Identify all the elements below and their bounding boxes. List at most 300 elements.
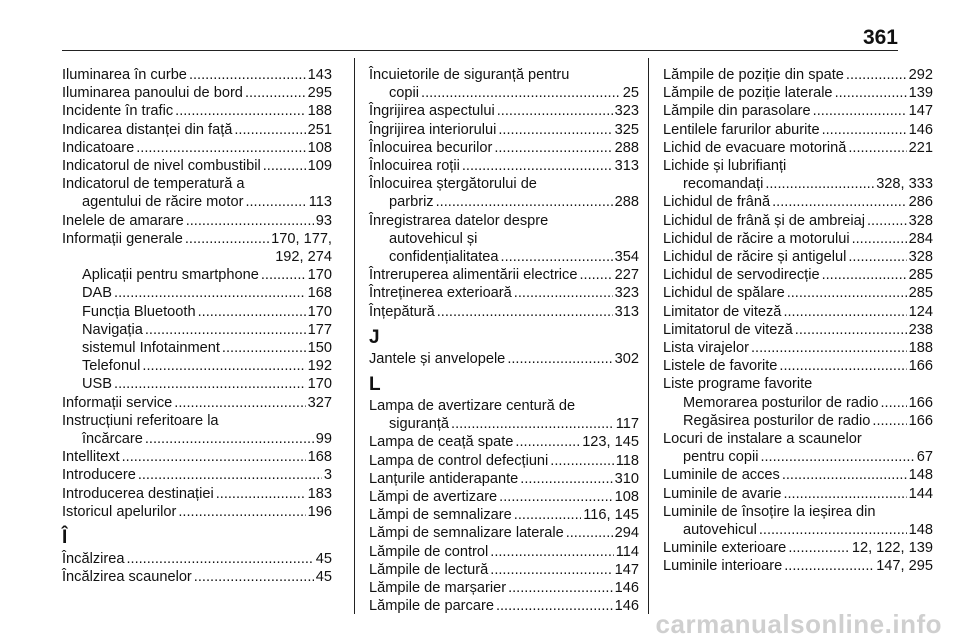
index-entry-page: 108: [614, 489, 639, 506]
index-entry-page: 93: [315, 212, 332, 229]
index-entry-page: 170: [307, 267, 332, 284]
index-entry-heading: Încuietorile de siguranță pentru: [369, 67, 570, 83]
index-entry-page: 45: [315, 551, 332, 568]
dot-leader: [263, 157, 306, 175]
index-entry: [369, 506, 639, 524]
index-entry-page: 148: [908, 467, 933, 484]
index-entry-term: parbriz: [389, 194, 434, 211]
dot-leader: [122, 448, 306, 466]
index-entry-term: Lămpile de parcare: [369, 598, 494, 615]
index-entry-term: Lampa de ceață spate: [369, 434, 514, 451]
index-entry-term: Înțepătură: [369, 303, 435, 320]
index-entry: [62, 266, 332, 284]
index-entry: [62, 230, 332, 248]
dot-leader: [515, 433, 580, 451]
index-entry-page: 166: [908, 358, 933, 375]
index-entry-term: Îngrijirea interiorului: [369, 121, 497, 138]
index-entry: [369, 193, 639, 211]
index-entry: [369, 488, 639, 506]
index-entry: [663, 321, 933, 339]
index-entry-term: Lista virajelor: [663, 340, 749, 357]
dot-leader: [496, 597, 613, 615]
index-entry: [62, 102, 332, 120]
index-entry: [663, 175, 933, 193]
index-entry: [369, 303, 639, 321]
dot-leader: [795, 321, 907, 339]
index-entry: [369, 579, 639, 597]
index-entry: [663, 212, 933, 230]
index-entry: [369, 561, 639, 579]
index-entry-heading: Liste programe favorite: [663, 376, 813, 393]
index-entry-term: DAB: [82, 285, 113, 302]
index-entry-term: Luminile de acces: [663, 467, 780, 484]
dot-leader: [175, 102, 306, 120]
index-entry: [663, 412, 933, 430]
dot-leader: [822, 266, 907, 284]
dot-leader: [126, 550, 313, 568]
index-entry: [663, 357, 933, 375]
index-entry-term: Lentilele farurilor aburite: [663, 121, 820, 138]
index-entry-term: Regăsirea posturilor de radio: [683, 412, 871, 429]
index-entry: [369, 543, 639, 561]
index-entry-term: Înlocuirea roții: [369, 158, 460, 175]
index-entry: [62, 66, 332, 84]
index-entry-page: 117: [615, 416, 639, 433]
index-entry-page: 170, 177,: [271, 230, 332, 247]
index-entry-term: agentului de răcire motor: [82, 194, 244, 211]
index-entry: [663, 539, 933, 557]
dot-leader: [788, 539, 850, 557]
index-entry-heading: Instrucțiuni referitoare la: [62, 412, 219, 429]
index-entry: [369, 415, 639, 433]
dot-leader: [194, 568, 314, 586]
index-entry-term: Lichidul de frână: [663, 194, 771, 211]
index-entry-term: confidențialitatea: [389, 249, 499, 266]
index-entry-page: 146: [614, 580, 639, 597]
index-entry-page: 144: [908, 485, 933, 502]
dot-leader: [138, 466, 322, 484]
index-entry-term: Iluminarea panoului de bord: [62, 85, 243, 102]
index-entry-term: siguranță: [389, 416, 450, 433]
index-entry-term: copii: [389, 85, 420, 102]
dot-leader: [114, 375, 306, 393]
index-entry-page: 288: [614, 194, 639, 211]
index-entry-heading: Lichide și lubrifianți: [663, 158, 787, 175]
index-entry-page: 354: [614, 249, 639, 266]
index-entry-term: Încălzirea scaunelor: [62, 569, 192, 586]
index-entry-heading: Locuri de instalare a scaunelor: [663, 431, 862, 448]
index-entry-term: Introducerea destinației: [62, 485, 214, 502]
index-entry-text: autovehicul și: [389, 230, 478, 247]
index-entry-heading: Lampa de avertizare centură de: [369, 398, 576, 415]
index-entry: [369, 433, 639, 451]
index-entry-page: 285: [908, 285, 933, 302]
index-entry: [62, 339, 332, 357]
index-entry: [369, 121, 639, 139]
index-entry-term: autovehicul: [683, 522, 757, 539]
index-entry-page: 284: [908, 230, 933, 247]
index-entry-page: 285: [908, 267, 933, 284]
dot-leader: [178, 503, 305, 521]
index-entry: [62, 121, 332, 139]
index-entry-page: 221: [908, 139, 933, 156]
index-entry-term: Întreruperea alimentării electrice: [369, 267, 578, 284]
index-entry-term: Jantele și anvelopele: [369, 350, 506, 367]
index-entry-page: 286: [908, 194, 933, 211]
index-entry-heading: Înregistrarea datelor despre: [369, 212, 549, 229]
index-entry: [663, 266, 933, 284]
index-entry-page: 328: [908, 212, 933, 229]
dot-leader: [494, 139, 612, 157]
index-entry-term: Lichidul de răcire și antigelul: [663, 249, 847, 266]
index-entry-page: 146: [908, 121, 933, 138]
index-letter-heading: L: [369, 374, 381, 396]
dot-leader: [145, 321, 306, 339]
index-page-continuation: 192, 274: [275, 249, 332, 266]
index-entry-page: 114: [615, 543, 639, 560]
index-entry: [62, 212, 332, 230]
index-entry: [663, 121, 933, 139]
index-entry-term: Inelele de amarare: [62, 212, 184, 229]
index-entry: [369, 597, 639, 615]
index-entry: [663, 339, 933, 357]
dot-leader: [784, 557, 874, 575]
index-entry-term: Lămpile din parasolare: [663, 103, 811, 120]
index-entry: [663, 139, 933, 157]
dot-leader: [198, 303, 306, 321]
index-entry-term: Înlocuirea becurilor: [369, 139, 493, 156]
index-entry: [663, 66, 933, 84]
index-entry-page: 99: [315, 431, 332, 448]
dot-leader: [490, 561, 612, 579]
index-entry-term: Lampa de control defecțiuni: [369, 452, 549, 469]
index-entry-page: 327: [307, 394, 332, 411]
index-entry-term: Introducere: [62, 467, 136, 484]
index-entry-term: Indicarea distanței din față: [62, 121, 233, 138]
index-entry-page: 196: [307, 503, 332, 520]
dot-leader: [421, 84, 621, 102]
index-entry: [369, 350, 639, 368]
index-entry: [369, 84, 639, 102]
index-entry: [369, 524, 639, 542]
dot-leader: [514, 284, 613, 302]
index-entry: [62, 394, 332, 412]
index-entry-term: Incidente în trafic: [62, 103, 174, 120]
index-entry-page: 109: [307, 158, 332, 175]
index-entry-term: Intellitext: [62, 449, 120, 466]
dot-leader: [437, 303, 613, 321]
index-entry-page: 12, 122, 139: [851, 540, 933, 557]
column-divider-2: [648, 58, 649, 614]
index-entry-page: 325: [614, 121, 639, 138]
dot-leader: [245, 84, 306, 102]
index-entry-page: 147: [908, 103, 933, 120]
dot-leader: [880, 394, 906, 412]
dot-leader: [451, 415, 614, 433]
index-entry-heading: Înlocuirea ștergătorului de: [369, 176, 537, 193]
dot-leader: [136, 139, 305, 157]
index-entry: [62, 84, 332, 102]
dot-leader: [760, 448, 914, 466]
top-rule: [62, 50, 898, 51]
dot-leader: [813, 102, 907, 120]
dot-leader: [174, 394, 305, 412]
index-entry-term: Luminile de avarie: [663, 485, 782, 502]
index-entry-page: 310: [614, 470, 639, 487]
dot-leader: [550, 452, 613, 470]
index-entry-term: pentru copii: [683, 449, 759, 466]
index-entry-term: Listele de favorite: [663, 358, 778, 375]
index-entry-term: Luminile exterioare: [663, 540, 787, 557]
index-entry-heading: Luminile de însoțire la ieșirea din: [663, 503, 876, 520]
dot-leader: [783, 485, 906, 503]
index-entry: [62, 466, 332, 484]
index-entry-page: 166: [908, 394, 933, 411]
index-entry-page: 148: [908, 522, 933, 539]
index-entry-term: Limitator de viteză: [663, 303, 782, 320]
index-column-2: [369, 66, 639, 615]
index-entry-page: 294: [614, 525, 639, 542]
index-entry: [663, 394, 933, 412]
index-entry-heading: Indicatorul de temperatură a: [62, 176, 245, 193]
index-entry-page: 45: [315, 569, 332, 586]
dot-leader: [436, 193, 613, 211]
index-entry-term: Lichidul de răcire a motorului: [663, 230, 850, 247]
index-entry-page: 147, 295: [876, 558, 933, 575]
index-entry-page: 116, 145: [583, 507, 639, 524]
index-entry-term: recomandați: [683, 176, 764, 193]
index-entry: [369, 266, 639, 284]
index-entry-term: Lămpile de poziție din spate: [663, 67, 844, 83]
dot-leader: [142, 357, 305, 375]
index-entry: [62, 321, 332, 339]
index-entry-term: Lanțurile antiderapante: [369, 470, 519, 487]
index-entry-page: 313: [614, 158, 639, 175]
index-entry-page: 143: [307, 67, 332, 83]
index-entry: [663, 303, 933, 321]
index-entry-page: 251: [307, 121, 332, 138]
index-entry: [62, 357, 332, 375]
index-entry: [663, 521, 933, 539]
index-entry: [369, 157, 639, 175]
index-entry-page: 168: [307, 449, 332, 466]
dot-leader: [867, 212, 907, 230]
index-entry: [369, 470, 639, 488]
index-entry-term: Lichid de evacuare motorină: [663, 139, 847, 156]
index-entry: [369, 248, 639, 266]
dot-leader: [222, 339, 306, 357]
index-entry-page: 108: [307, 139, 332, 156]
index-entry-page: 146: [614, 598, 639, 615]
index-entry-term: Lămpi de semnalizare: [369, 507, 512, 524]
index-entry: [369, 139, 639, 157]
dot-leader: [835, 84, 907, 102]
index-entry-page: 124: [908, 303, 933, 320]
dot-leader: [520, 470, 612, 488]
index-letter-heading: J: [369, 326, 380, 348]
index-entry: [663, 284, 933, 302]
index-entry-term: sistemul Infotainment: [82, 340, 220, 357]
dot-leader: [498, 121, 612, 139]
index-entry-term: Lămpi de avertizare: [369, 489, 498, 506]
index-entry-term: Navigația: [82, 321, 143, 338]
index-entry-page: 118: [615, 452, 639, 469]
index-entry-page: 177: [307, 321, 332, 338]
index-entry: [62, 375, 332, 393]
dot-leader: [787, 284, 907, 302]
index-entry: [663, 448, 933, 466]
index-entry-page: 183: [307, 485, 332, 502]
index-entry-page: 123, 145: [582, 434, 639, 451]
dot-leader: [186, 212, 314, 230]
dot-leader: [497, 102, 613, 120]
index-entry: [369, 284, 639, 302]
dot-leader: [848, 139, 906, 157]
index-entry-page: 295: [307, 85, 332, 102]
index-entry: [663, 230, 933, 248]
index-entry-term: Lichidul de frână și de ambreiaj: [663, 212, 865, 229]
index-entry-term: Îngrijirea aspectului: [369, 103, 495, 120]
page-number: 361: [862, 26, 898, 49]
index-entry-page: 147: [614, 561, 639, 578]
dot-leader: [782, 466, 907, 484]
index-entry-term: Lichidul de spălare: [663, 285, 785, 302]
index-entry-page: 168: [307, 285, 332, 302]
index-entry-term: Telefonul: [82, 358, 141, 375]
index-entry-term: Istoricul apelurilor: [62, 503, 177, 520]
dot-leader: [185, 230, 269, 248]
index-entry-term: Iluminarea în curbe: [62, 67, 187, 83]
dot-leader: [507, 350, 612, 368]
index-entry-page: 188: [307, 103, 332, 120]
index-entry: [62, 139, 332, 157]
index-entry-term: Limitatorul de viteză: [663, 321, 793, 338]
index-entry: [62, 448, 332, 466]
dot-leader: [848, 248, 906, 266]
dot-leader: [852, 230, 907, 248]
index-entry-term: Lămpile de marșarier: [369, 580, 507, 597]
dot-leader: [566, 524, 613, 542]
index-entry-page: 113: [308, 194, 332, 211]
dot-leader: [245, 193, 306, 211]
dot-leader: [490, 543, 613, 561]
dot-leader: [145, 430, 314, 448]
index-entry-page: 170: [307, 303, 332, 320]
dot-leader: [751, 339, 907, 357]
index-letter-heading: Î: [62, 527, 68, 549]
dot-leader: [872, 412, 906, 430]
dot-leader: [499, 488, 612, 506]
dot-leader: [579, 266, 612, 284]
index-entry-page: 328, 333: [876, 176, 933, 193]
index-column-1: [62, 66, 332, 586]
index-entry-page: 292: [908, 67, 933, 83]
dot-leader: [514, 506, 581, 524]
index-entry-term: Lămpile de lectură: [369, 561, 489, 578]
index-entry: [62, 157, 332, 175]
index-entry: [663, 102, 933, 120]
index-entry-page: 238: [908, 321, 933, 338]
dot-leader: [508, 579, 613, 597]
index-entry-term: Luminile interioare: [663, 558, 783, 575]
index-entry-term: încărcare: [82, 431, 143, 448]
index-entry-page: 227: [614, 267, 639, 284]
index-entry-term: Lămpile de poziție laterale: [663, 85, 833, 102]
index-entry: [663, 84, 933, 102]
dot-leader: [779, 357, 906, 375]
index-entry: [663, 557, 933, 575]
index-entry: [663, 193, 933, 211]
index-entry-page: 67: [916, 449, 933, 466]
dot-leader: [261, 266, 306, 284]
index-entry-page: 170: [307, 376, 332, 393]
index-entry-term: Încălzirea: [62, 551, 125, 568]
dot-leader: [772, 193, 907, 211]
index-entry-page: 288: [614, 139, 639, 156]
dot-leader: [234, 121, 305, 139]
index-entry-term: Memorarea posturilor de radio: [683, 394, 879, 411]
index-entry-page: 150: [307, 340, 332, 357]
index-entry: [62, 568, 332, 586]
index-entry-page: 166: [908, 412, 933, 429]
dot-leader: [189, 66, 306, 84]
index-entry-page: 25: [622, 85, 639, 102]
index-entry: [62, 303, 332, 321]
index-entry-term: Informații service: [62, 394, 173, 411]
index-entry-page: 192: [307, 358, 332, 375]
index-entry: [62, 284, 332, 302]
dot-leader: [462, 157, 613, 175]
dot-leader: [783, 303, 906, 321]
index-entry: [663, 466, 933, 484]
index-entry-term: Lămpi de semnalizare laterale: [369, 525, 564, 542]
index-entry: [369, 102, 639, 120]
index-entry-page: 188: [908, 340, 933, 357]
index-column-3: [663, 66, 933, 576]
dot-leader: [216, 485, 306, 503]
index-entry: [62, 430, 332, 448]
index-entry: [369, 452, 639, 470]
index-entry-term: Lămpile de control: [369, 543, 489, 560]
dot-leader: [759, 521, 907, 539]
index-entry-page: 323: [614, 285, 639, 302]
index-entry-page: 3: [323, 467, 332, 484]
index-entry: [62, 550, 332, 568]
index-entry-page: 302: [614, 350, 639, 367]
dot-leader: [822, 121, 907, 139]
column-divider-1: [354, 58, 355, 614]
index-entry-term: Indicatorul de nivel combustibil: [62, 158, 261, 175]
index-entry: [62, 503, 332, 521]
index-entry-term: Întreținerea exterioară: [369, 285, 512, 302]
index-entry: [62, 193, 332, 211]
index-entry: [663, 485, 933, 503]
index-entry-term: Lichidul de servodirecție: [663, 267, 820, 284]
index-entry-term: Aplicații pentru smartphone: [82, 267, 259, 284]
dot-leader: [114, 284, 306, 302]
index-entry: [663, 248, 933, 266]
index-entry-page: 328: [908, 249, 933, 266]
index-entry: [62, 485, 332, 503]
index-entry-page: 323: [614, 103, 639, 120]
dot-leader: [846, 66, 907, 84]
index-entry-term: USB: [82, 376, 113, 393]
dot-leader: [501, 248, 613, 266]
dot-leader: [765, 175, 874, 193]
index-entry-page: 139: [908, 85, 933, 102]
index-entry-term: Informații generale: [62, 230, 183, 247]
index-entry-term: Funcția Bluetooth: [82, 303, 196, 320]
